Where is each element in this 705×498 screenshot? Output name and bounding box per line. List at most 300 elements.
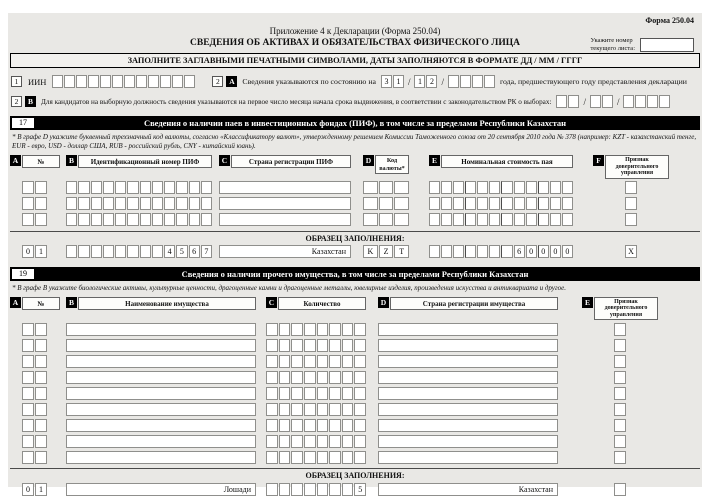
input-cell[interactable] xyxy=(91,213,102,226)
input-cell[interactable]: 0 xyxy=(526,245,537,258)
input-cell[interactable] xyxy=(465,213,476,226)
input-cell[interactable] xyxy=(279,403,291,416)
input-cell[interactable] xyxy=(354,451,366,464)
property-table-row xyxy=(10,322,700,336)
input-cell[interactable] xyxy=(304,451,316,464)
input-cell[interactable] xyxy=(317,355,329,368)
input-cell[interactable] xyxy=(342,355,354,368)
input-cell[interactable] xyxy=(441,181,452,194)
country-field[interactable] xyxy=(378,323,558,336)
input-cell[interactable] xyxy=(342,435,354,448)
input-cell[interactable] xyxy=(363,181,378,194)
input-cell[interactable] xyxy=(465,181,476,194)
input-cell[interactable] xyxy=(35,355,47,368)
input-cell[interactable] xyxy=(64,75,75,88)
input-cell[interactable]: 6 xyxy=(514,245,525,258)
input-cell[interactable] xyxy=(562,181,573,194)
input-cell[interactable]: 0 xyxy=(550,245,561,258)
input-cell[interactable] xyxy=(176,197,187,210)
input-cell[interactable] xyxy=(614,419,626,432)
input-cell[interactable] xyxy=(484,75,495,88)
input-cell[interactable] xyxy=(489,197,500,210)
input-cell[interactable] xyxy=(291,323,303,336)
property-name-field[interactable] xyxy=(66,371,256,384)
property-name-field[interactable] xyxy=(66,355,256,368)
col-b-label: Идентификационный номер ПИФ xyxy=(78,155,212,168)
input-cell[interactable] xyxy=(201,197,212,210)
input-cell[interactable] xyxy=(78,213,89,226)
input-cell[interactable] xyxy=(659,95,670,108)
country-field[interactable]: Казахстан xyxy=(378,483,558,496)
input-cell[interactable] xyxy=(100,75,111,88)
input-cell[interactable]: 1 xyxy=(414,75,425,88)
input-cell[interactable] xyxy=(472,75,483,88)
input-cell[interactable] xyxy=(127,181,138,194)
country-field[interactable]: Казахстан xyxy=(219,245,351,258)
input-cell[interactable] xyxy=(342,371,354,384)
input-cell[interactable] xyxy=(394,213,409,226)
input-cell[interactable] xyxy=(291,387,303,400)
pif-table-rows xyxy=(8,181,702,227)
input-cell[interactable]: 0 xyxy=(22,245,34,258)
input-cell[interactable] xyxy=(22,435,34,448)
property-name-field[interactable] xyxy=(66,451,256,464)
input-cell[interactable] xyxy=(501,213,512,226)
input-cell[interactable] xyxy=(66,197,77,210)
input-cell[interactable] xyxy=(115,213,126,226)
input-cell[interactable] xyxy=(329,451,341,464)
input-cell[interactable] xyxy=(354,387,366,400)
input-cell[interactable] xyxy=(291,371,303,384)
input-cell[interactable] xyxy=(164,213,175,226)
input-cell[interactable]: 6 xyxy=(189,245,200,258)
input-cell[interactable] xyxy=(354,339,366,352)
input-cell[interactable] xyxy=(35,181,47,194)
sheet-number-input[interactable] xyxy=(640,38,694,52)
property-name-cell xyxy=(66,483,256,496)
input-cell[interactable] xyxy=(329,387,341,400)
input-cell[interactable] xyxy=(394,197,409,210)
input-cell[interactable] xyxy=(35,387,47,400)
input-cell[interactable] xyxy=(140,181,151,194)
property-name-field[interactable]: Лошади xyxy=(66,483,256,496)
input-cell[interactable] xyxy=(514,181,525,194)
input-cell[interactable] xyxy=(329,403,341,416)
input-cell[interactable]: 0 xyxy=(562,245,573,258)
input-cell[interactable] xyxy=(342,483,354,496)
row-number-cells xyxy=(10,419,60,432)
input-cell[interactable] xyxy=(354,323,366,336)
pif-country-cell xyxy=(219,181,351,194)
input-cell[interactable] xyxy=(91,245,102,258)
input-cell[interactable] xyxy=(489,213,500,226)
input-cell[interactable] xyxy=(115,197,126,210)
input-cell[interactable] xyxy=(201,213,212,226)
input-cell[interactable] xyxy=(614,339,626,352)
input-cell[interactable] xyxy=(189,197,200,210)
input-cell[interactable] xyxy=(35,339,47,352)
input-cell[interactable] xyxy=(354,403,366,416)
input-cell[interactable] xyxy=(625,197,637,210)
input-cell[interactable] xyxy=(140,213,151,226)
input-cell[interactable] xyxy=(441,197,452,210)
input-cell[interactable] xyxy=(115,181,126,194)
property-name-field[interactable] xyxy=(66,387,256,400)
input-cell[interactable] xyxy=(35,213,47,226)
input-cell[interactable]: 7 xyxy=(201,245,212,258)
input-cell[interactable] xyxy=(279,451,291,464)
country-field[interactable] xyxy=(378,419,558,432)
input-cell[interactable] xyxy=(266,483,278,496)
input-cell[interactable] xyxy=(562,197,573,210)
input-cell[interactable] xyxy=(160,75,171,88)
country-field[interactable] xyxy=(378,403,558,416)
input-cell[interactable] xyxy=(35,435,47,448)
input-cell[interactable] xyxy=(279,435,291,448)
input-cell[interactable] xyxy=(477,181,488,194)
input-cell[interactable] xyxy=(22,387,34,400)
input-cell[interactable] xyxy=(329,355,341,368)
input-cell[interactable] xyxy=(590,95,601,108)
input-cell[interactable] xyxy=(317,371,329,384)
input-cell[interactable] xyxy=(91,181,102,194)
input-cell[interactable] xyxy=(538,213,549,226)
input-cell[interactable] xyxy=(379,213,394,226)
input-cell[interactable] xyxy=(279,371,291,384)
input-cell[interactable] xyxy=(354,419,366,432)
input-cell[interactable] xyxy=(623,95,634,108)
input-cell[interactable] xyxy=(201,181,212,194)
input-cell[interactable] xyxy=(538,181,549,194)
input-cell[interactable] xyxy=(35,403,47,416)
input-cell[interactable] xyxy=(317,339,329,352)
input-cell[interactable] xyxy=(317,387,329,400)
input-cell[interactable] xyxy=(614,355,626,368)
input-cell[interactable] xyxy=(152,197,163,210)
input-cell[interactable] xyxy=(35,197,47,210)
input-cell[interactable] xyxy=(514,197,525,210)
input-cell[interactable] xyxy=(35,371,47,384)
input-cell[interactable] xyxy=(526,181,537,194)
input-cell[interactable] xyxy=(189,181,200,194)
input-cell[interactable] xyxy=(266,435,278,448)
input-cell[interactable] xyxy=(317,403,329,416)
input-cell[interactable] xyxy=(304,323,316,336)
input-cell[interactable] xyxy=(291,339,303,352)
input-cell[interactable] xyxy=(35,419,47,432)
date-separator: / xyxy=(407,76,411,87)
input-cell[interactable] xyxy=(291,355,303,368)
input-cell[interactable]: 0 xyxy=(538,245,549,258)
input-cell[interactable] xyxy=(189,213,200,226)
input-cell[interactable] xyxy=(448,75,459,88)
input-cell[interactable] xyxy=(317,419,329,432)
input-cell[interactable] xyxy=(453,245,464,258)
input-cell[interactable] xyxy=(35,451,47,464)
input-cell[interactable] xyxy=(279,483,291,496)
input-cell[interactable] xyxy=(379,181,394,194)
input-cell[interactable] xyxy=(317,483,329,496)
input-cell[interactable] xyxy=(465,197,476,210)
input-cell[interactable]: 1 xyxy=(35,483,47,496)
input-cell[interactable] xyxy=(127,245,138,258)
input-cell[interactable] xyxy=(184,75,195,88)
input-cell[interactable] xyxy=(127,213,138,226)
input-cell[interactable] xyxy=(152,245,163,258)
country-field[interactable] xyxy=(219,181,351,194)
property-table-row xyxy=(10,402,700,416)
input-cell[interactable] xyxy=(22,355,34,368)
trust-mark-cell xyxy=(582,483,658,496)
input-cell[interactable] xyxy=(22,197,34,210)
input-cell[interactable] xyxy=(489,245,500,258)
input-cell[interactable] xyxy=(78,197,89,210)
input-cell[interactable] xyxy=(291,419,303,432)
input-cell[interactable] xyxy=(501,245,512,258)
input-cell[interactable] xyxy=(103,213,114,226)
input-cell[interactable] xyxy=(76,75,87,88)
input-cell[interactable] xyxy=(614,403,626,416)
input-cell[interactable] xyxy=(550,213,561,226)
input-cell[interactable]: 1 xyxy=(35,245,47,258)
input-cell[interactable] xyxy=(614,483,626,496)
input-cell[interactable] xyxy=(354,435,366,448)
input-cell[interactable] xyxy=(22,419,34,432)
input-cell[interactable] xyxy=(266,387,278,400)
country-field[interactable] xyxy=(378,387,558,400)
property-name-cell xyxy=(66,451,256,464)
input-cell[interactable] xyxy=(304,387,316,400)
sheet-number-label-line1: Укажите номер xyxy=(590,37,633,44)
input-cell[interactable] xyxy=(329,339,341,352)
input-cell[interactable]: 4 xyxy=(164,245,175,258)
country-field[interactable] xyxy=(378,451,558,464)
input-cell[interactable] xyxy=(304,435,316,448)
input-cell[interactable] xyxy=(429,245,440,258)
input-cell[interactable] xyxy=(140,245,151,258)
input-cell[interactable] xyxy=(22,339,34,352)
input-cell[interactable] xyxy=(317,451,329,464)
input-cell[interactable] xyxy=(66,181,77,194)
property-name-field[interactable] xyxy=(66,435,256,448)
pif-country-cell xyxy=(219,197,351,210)
input-cell[interactable] xyxy=(172,75,183,88)
input-cell[interactable] xyxy=(568,95,579,108)
input-cell[interactable] xyxy=(363,213,378,226)
input-cell[interactable] xyxy=(266,419,278,432)
input-cell[interactable] xyxy=(136,75,147,88)
input-cell[interactable] xyxy=(266,451,278,464)
input-cell[interactable] xyxy=(342,339,354,352)
input-cell[interactable] xyxy=(164,197,175,210)
input-cell[interactable] xyxy=(453,213,464,226)
input-cell[interactable] xyxy=(279,419,291,432)
input-cell[interactable] xyxy=(489,181,500,194)
input-cell[interactable] xyxy=(329,483,341,496)
input-cell[interactable] xyxy=(22,213,34,226)
input-cell[interactable] xyxy=(329,435,341,448)
input-cell[interactable] xyxy=(429,181,440,194)
input-cell[interactable] xyxy=(52,75,63,88)
input-cell[interactable]: 5 xyxy=(354,483,366,496)
input-cell[interactable] xyxy=(279,387,291,400)
input-cell[interactable] xyxy=(112,75,123,88)
input-cell[interactable] xyxy=(266,339,278,352)
input-cell[interactable] xyxy=(115,245,126,258)
input-cell[interactable] xyxy=(354,371,366,384)
input-cell[interactable] xyxy=(148,75,159,88)
input-cell[interactable] xyxy=(329,323,341,336)
input-cell[interactable] xyxy=(441,245,452,258)
input-cell[interactable] xyxy=(22,451,34,464)
input-cell[interactable] xyxy=(304,403,316,416)
input-cell[interactable]: K xyxy=(363,245,378,258)
input-cell[interactable] xyxy=(103,181,114,194)
country-field[interactable] xyxy=(378,339,558,352)
input-cell[interactable] xyxy=(279,323,291,336)
input-cell[interactable] xyxy=(526,213,537,226)
input-cell[interactable] xyxy=(176,181,187,194)
input-cell[interactable] xyxy=(550,197,561,210)
country-field[interactable] xyxy=(378,435,558,448)
input-cell[interactable] xyxy=(453,197,464,210)
input-cell[interactable] xyxy=(103,245,114,258)
input-cell[interactable] xyxy=(152,213,163,226)
input-cell[interactable] xyxy=(266,355,278,368)
property-name-field[interactable] xyxy=(66,339,256,352)
input-cell[interactable] xyxy=(465,245,476,258)
input-cell[interactable] xyxy=(342,323,354,336)
input-cell[interactable] xyxy=(304,419,316,432)
input-cell[interactable] xyxy=(477,213,488,226)
input-cell[interactable] xyxy=(91,197,102,210)
input-cell[interactable] xyxy=(394,181,409,194)
input-cell[interactable] xyxy=(304,371,316,384)
country-field[interactable] xyxy=(219,213,351,226)
input-cell[interactable] xyxy=(538,197,549,210)
input-cell[interactable] xyxy=(22,181,34,194)
input-cell[interactable] xyxy=(441,213,452,226)
input-cell[interactable] xyxy=(103,197,114,210)
input-cell[interactable] xyxy=(317,435,329,448)
input-cell[interactable] xyxy=(279,355,291,368)
input-cell[interactable] xyxy=(124,75,135,88)
input-cell[interactable] xyxy=(22,371,34,384)
input-cell[interactable] xyxy=(66,245,77,258)
input-cell[interactable] xyxy=(88,75,99,88)
input-cell[interactable] xyxy=(363,197,378,210)
input-cell[interactable]: 1 xyxy=(393,75,404,88)
input-cell[interactable] xyxy=(140,197,151,210)
input-cell[interactable] xyxy=(514,213,525,226)
input-cell[interactable] xyxy=(291,435,303,448)
input-cell[interactable] xyxy=(78,181,89,194)
input-cell[interactable] xyxy=(614,323,626,336)
input-cell[interactable] xyxy=(625,181,637,194)
section-19-divider xyxy=(10,468,700,469)
input-cell[interactable]: Z xyxy=(379,245,394,258)
input-cell[interactable] xyxy=(176,213,187,226)
input-cell[interactable]: 5 xyxy=(176,245,187,258)
input-cell[interactable] xyxy=(501,197,512,210)
input-cell[interactable] xyxy=(304,355,316,368)
input-cell[interactable] xyxy=(164,181,175,194)
input-cell[interactable] xyxy=(429,197,440,210)
input-cell[interactable]: 3 xyxy=(381,75,392,88)
input-cell[interactable] xyxy=(625,213,637,226)
input-cell[interactable] xyxy=(78,245,89,258)
input-cell[interactable] xyxy=(635,95,646,108)
country-field[interactable] xyxy=(219,197,351,210)
input-cell[interactable] xyxy=(647,95,658,108)
input-cell[interactable] xyxy=(266,403,278,416)
input-cell[interactable] xyxy=(614,387,626,400)
input-cell[interactable] xyxy=(291,483,303,496)
input-cell[interactable] xyxy=(35,323,47,336)
input-cell[interactable] xyxy=(614,371,626,384)
input-cell[interactable] xyxy=(152,181,163,194)
input-cell[interactable] xyxy=(477,197,488,210)
iin-label: ИИН xyxy=(28,76,47,87)
input-cell[interactable] xyxy=(304,483,316,496)
input-cell[interactable] xyxy=(66,213,77,226)
input-cell[interactable] xyxy=(22,403,34,416)
input-cell[interactable] xyxy=(329,419,341,432)
input-cell[interactable] xyxy=(266,371,278,384)
section-17-number: 17 xyxy=(12,118,34,128)
input-cell[interactable]: 0 xyxy=(22,483,34,496)
input-cell[interactable] xyxy=(379,197,394,210)
property-table-row xyxy=(10,418,700,432)
col-e-label: Номинальная стоимость пая xyxy=(441,155,573,168)
input-cell[interactable] xyxy=(550,181,561,194)
property-name-field[interactable] xyxy=(66,403,256,416)
input-cell[interactable] xyxy=(266,323,278,336)
country-field[interactable] xyxy=(378,371,558,384)
input-cell[interactable]: T xyxy=(394,245,409,258)
input-cell[interactable] xyxy=(22,323,34,336)
input-cell[interactable] xyxy=(329,371,341,384)
property-name-field[interactable] xyxy=(66,323,256,336)
input-cell[interactable] xyxy=(291,403,303,416)
input-cell[interactable] xyxy=(342,403,354,416)
input-cell[interactable] xyxy=(602,95,613,108)
input-cell[interactable] xyxy=(453,181,464,194)
input-cell[interactable] xyxy=(562,213,573,226)
input-cell[interactable] xyxy=(354,355,366,368)
input-cell[interactable] xyxy=(279,339,291,352)
input-cell[interactable]: 2 xyxy=(426,75,437,88)
property-name-field[interactable] xyxy=(66,419,256,432)
input-cell[interactable]: X xyxy=(625,245,637,258)
input-cell[interactable] xyxy=(526,197,537,210)
country-field[interactable] xyxy=(378,355,558,368)
input-cell[interactable] xyxy=(342,387,354,400)
input-cell[interactable] xyxy=(614,435,626,448)
input-cell[interactable] xyxy=(614,451,626,464)
input-cell[interactable] xyxy=(429,213,440,226)
input-cell[interactable] xyxy=(127,197,138,210)
input-cell[interactable] xyxy=(342,419,354,432)
input-cell[interactable] xyxy=(291,451,303,464)
input-cell[interactable] xyxy=(477,245,488,258)
input-cell[interactable] xyxy=(317,323,329,336)
input-cell[interactable] xyxy=(304,339,316,352)
input-cell[interactable] xyxy=(460,75,471,88)
input-cell[interactable] xyxy=(342,451,354,464)
input-cell[interactable] xyxy=(501,181,512,194)
input-cell[interactable] xyxy=(556,95,567,108)
